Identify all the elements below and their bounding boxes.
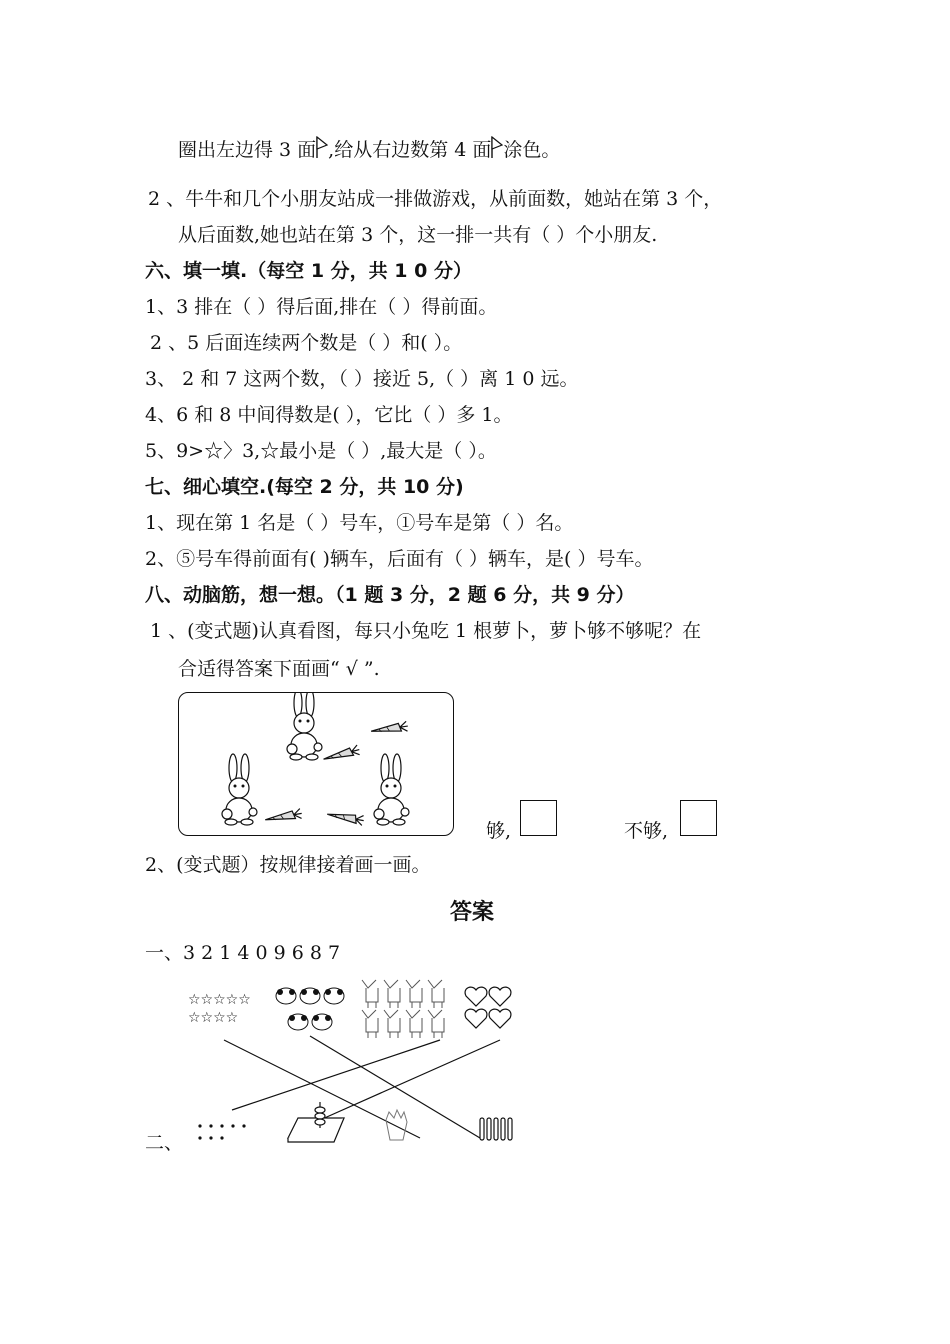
rabbit-carrot-illustration [179, 693, 453, 835]
dots-icon [198, 1124, 245, 1139]
question-8-2: 2、(变式题）按规律接着画一画。 [145, 854, 431, 876]
match-line [232, 1040, 440, 1110]
answer-part-1: 一、3 2 1 4 0 9 6 8 7 [145, 942, 341, 964]
question-7-2: 2、⑤号车得前面有( )辆车，后面有（ ）辆车，是( ）号车。 [145, 548, 654, 570]
question-7-1: 1、现在第 1 名是（ ）号车，①号车是第（ ）名。 [145, 512, 574, 534]
flag-instruction-part3: 涂色。 [503, 139, 561, 161]
answer-title: 答案 [450, 900, 495, 925]
question-6-1: 1、3 排在（ ）得后面,排在（ ）得前面。 [145, 296, 498, 318]
question-2-line-2: 从后面数,她也站在第 3 个，这一排一共有（ ）个小朋友. [178, 224, 658, 246]
question-6-3: 3、 2 和 7 这两个数，（ ）接近 5,（ ）离 1 0 远。 [145, 368, 579, 390]
rabbit-carrot-picture [178, 692, 454, 836]
section-8-heading: 八、动脑筋，想一想。（1 题 3 分，2 题 6 分，共 9 分） [145, 584, 635, 606]
enough-checkbox[interactable] [520, 800, 557, 836]
matching-answer-diagram [180, 970, 530, 1150]
rabbit-icon [287, 693, 322, 760]
carrot-icon [326, 809, 364, 825]
flag-instruction-part2: ,给从右边数第 4 面 [328, 139, 492, 161]
deer-icon [362, 980, 444, 1038]
flag-icon [316, 136, 328, 158]
match-line [320, 1040, 500, 1120]
not-enough-checkbox[interactable] [680, 800, 717, 836]
question-6-2: 2 、5 后面连续两个数是（ ）和( ）。 [150, 332, 463, 354]
question-8-1-line-2: 合适得答案下面画“ √ ”. [178, 658, 380, 680]
flag-icon [491, 136, 503, 158]
svg-text:☆☆☆☆: ☆☆☆☆ [188, 1010, 239, 1026]
abacus-icon [288, 1102, 344, 1142]
answer-part-2-label: 二、 [145, 1132, 184, 1154]
stars-icon [188, 992, 251, 1026]
carrot-icon [322, 745, 360, 764]
sticks-icon [480, 1118, 512, 1140]
flag-instruction-line [178, 136, 560, 163]
section-6-heading: 六、填一填.（每空 1 分，共 1 0 分） [145, 260, 472, 282]
enough-label: 够, [486, 820, 512, 842]
hand-icon [386, 1110, 407, 1140]
question-6-5: 5、9>☆〉3,☆最小是（ ）,最大是（ ）。 [145, 440, 497, 462]
matching-lines [224, 1036, 500, 1138]
rabbit-icon [374, 754, 409, 825]
not-enough-label: 不够, [624, 820, 669, 842]
panda-icon [276, 988, 344, 1030]
svg-text:☆☆☆☆☆: ☆☆☆☆☆ [188, 992, 251, 1008]
question-6-4: 4、6 和 8 中间得数是( ），它比（ ）多 1。 [145, 404, 513, 426]
question-8-1-line-1: 1 、(变式题)认真看图，每只小兔吃 1 根萝卜，萝卜够不够呢？在 [150, 620, 702, 642]
rabbit-icon [222, 754, 257, 825]
flag-instruction-part1: 圈出左边得 3 面 [178, 139, 317, 161]
carrot-icon [370, 721, 408, 736]
heart-icon [465, 987, 511, 1028]
carrot-icon [264, 808, 302, 824]
question-2-line-1: 2 、牛牛和几个小朋友站成一排做游戏，从前面数，她站在第 3 个， [148, 188, 723, 210]
section-7-heading: 七、细心填空.(每空 2 分，共 10 分) [145, 476, 464, 498]
